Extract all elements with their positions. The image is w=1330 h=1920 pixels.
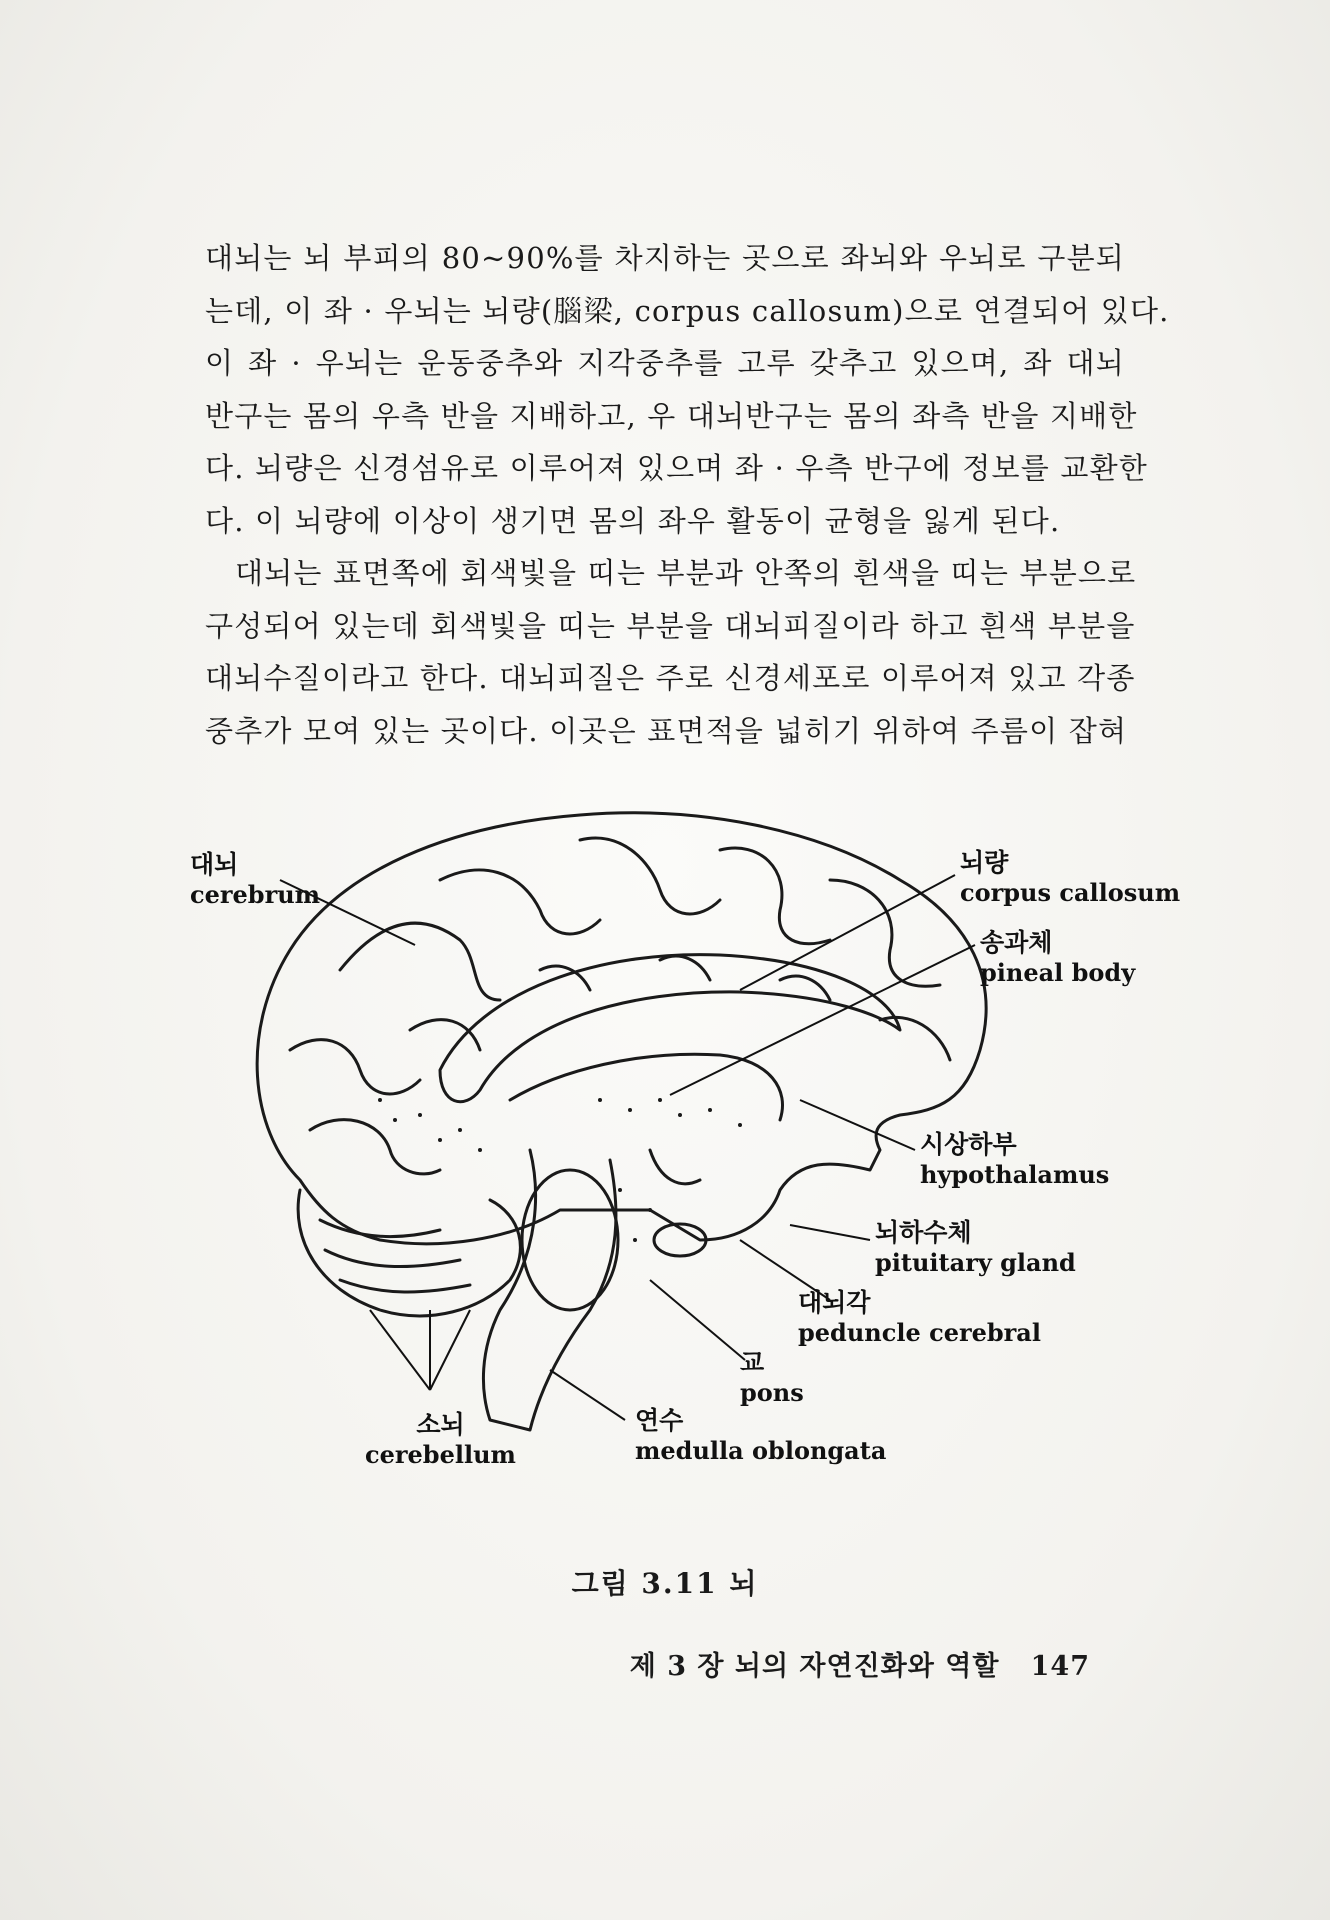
label-en: cerebellum [365, 1440, 516, 1469]
text-line: 다. 이 뇌량에 이상이 생기면 몸의 좌우 활동이 균형을 잃게 된다. [205, 503, 1061, 538]
label-pituitary-gland [875, 1218, 1076, 1278]
label-ko: 시상하부 [920, 1130, 1017, 1159]
brain-figure [180, 770, 1181, 1510]
label-ko: 뇌량 [960, 848, 1009, 877]
label-en: pituitary gland [875, 1248, 1076, 1277]
corpus-callosum-shape [440, 955, 900, 1102]
label-ko: 뇌하수체 [875, 1218, 972, 1247]
label-ko: 대뇌 [190, 850, 239, 879]
label-ko: 소뇌 [416, 1410, 465, 1439]
label-medulla-oblongata [635, 1406, 886, 1466]
text-line: 중추가 모여 있는 곳이다. 이곳은 표면적을 넓히기 위하여 주름이 잡혀 [205, 713, 1128, 748]
leader-line [430, 1310, 470, 1390]
leader-line [800, 1100, 915, 1150]
label-corpus-callosum [960, 848, 1180, 908]
label-ko: 연수 [635, 1406, 684, 1435]
text-line: 는데, 이 좌 · 우뇌는 뇌량(腦梁, corpus callosum)으로 연결되어 있다. [205, 293, 1170, 328]
label-en: cerebrum [190, 880, 321, 909]
label-en: medulla oblongata [635, 1436, 887, 1465]
label-en: hypothalamus [920, 1160, 1110, 1189]
leader-line [550, 1370, 625, 1420]
leader-line [740, 875, 955, 990]
page-footer [630, 1644, 1090, 1683]
label-en: pons [740, 1378, 804, 1407]
label-cerebellum [365, 1410, 516, 1470]
text-line: 대뇌는 표면쪽에 회색빛을 띠는 부분과 안쪽의 흰색을 띠는 부분으로 [235, 556, 1137, 590]
label-hypothalamus [920, 1130, 1109, 1190]
text-line: 대뇌는 뇌 부피의 80∼90%를 차지하는 곳으로 좌뇌와 우뇌로 구분되 [205, 241, 1125, 275]
pons-shape [522, 1170, 618, 1310]
text-line: 반구는 몸의 우측 반을 지배하고, 우 대뇌반구는 몸의 좌측 반을 지배한 [205, 398, 1138, 433]
text-line: 이 좌 · 우뇌는 운동중추와 지각중추를 고루 갖추고 있으며, 좌 대뇌 [205, 346, 1125, 380]
brainstem-shape [483, 1150, 616, 1430]
cerebrum-outline [257, 813, 986, 1244]
leader-line [670, 945, 975, 1095]
label-cerebrum [190, 850, 320, 910]
label-pineal-body [980, 928, 1135, 988]
figure-caption: 그림 3.11 뇌 [571, 1567, 759, 1600]
label-ko: 대뇌각 [798, 1288, 871, 1317]
leader-line [790, 1225, 870, 1240]
text-line: 구성되어 있는데 회색빛을 띠는 부분을 대뇌피질이라 하고 흰색 부분을 [205, 608, 1136, 643]
label-ko: 교 [740, 1348, 765, 1377]
leader-line [650, 1280, 745, 1360]
leader-line [370, 1310, 430, 1390]
body-text [205, 232, 1170, 757]
label-en: peduncle cerebral [798, 1318, 1041, 1347]
label-ko: 송과체 [980, 928, 1053, 957]
label-en: pineal body [980, 958, 1136, 987]
page-number: 147 [1030, 1651, 1090, 1682]
label-cerebral-peduncle [798, 1288, 1041, 1348]
label-en: corpus callosum [960, 878, 1181, 907]
text-line: 다. 뇌량은 신경섬유로 이루어져 있으며 좌 · 우측 반구에 정보를 교환한 [205, 451, 1149, 485]
label-pons [740, 1348, 804, 1408]
running-head: 제 3 장 뇌의 자연진화와 역할 [629, 1651, 1000, 1682]
text-line: 대뇌수질이라고 한다. 대뇌피질은 주로 신경세포로 이루어져 있고 각종 [205, 661, 1136, 695]
